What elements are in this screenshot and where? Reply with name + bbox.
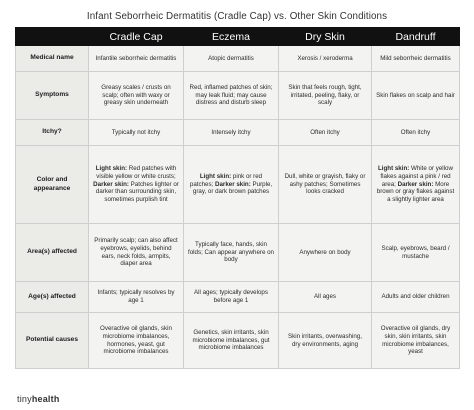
cell-label-darker-skin: Darker skin:	[215, 180, 251, 188]
row-label-ages-affected: Age(s) affected	[16, 282, 89, 313]
cell-text: Red patches with visible yellow or white crusts;	[96, 164, 177, 180]
column-header-eczema: Eczema	[184, 28, 279, 46]
table-cell	[184, 146, 279, 224]
table-row	[16, 282, 460, 313]
table-cell: Often itchy	[279, 120, 372, 146]
row-label-areas-affected: Area(s) affected	[16, 224, 89, 282]
table-row	[16, 313, 460, 369]
table-cell: Dull, white or grayish, flaky or ashy patches; Sometimes looks cracked	[279, 146, 372, 224]
table-cell: Overactive oil glands, dry skin, skin irritants, skin microbiome imbalances, yeast	[372, 313, 460, 369]
table-cell: Infantile seborrheic dermatitis	[89, 46, 184, 72]
table-row	[16, 72, 460, 120]
cell-label-light-skin: Light skin:	[378, 164, 410, 172]
table-cell: Skin that feels rough, tight, irritated, peeling, flaky, or scaly	[279, 72, 372, 120]
cell-text: pink or red patches;	[189, 172, 263, 188]
table-cell: Anywhere on body	[279, 224, 372, 282]
header-corner	[16, 28, 89, 46]
row-label-medical-name: Medical name	[16, 46, 89, 72]
row-label-color-and-appearance: Color and appearance	[16, 146, 89, 224]
table-cell: Red, inflamed patches of skin; may leak fluid; may cause distress and disturb sleep	[184, 72, 279, 120]
table-cell: Genetics, skin irritants, skin microbiome imbalances, gut microbiome imbalances	[184, 313, 279, 369]
cell-text: White or yellow flakes against a pink / red area;	[380, 164, 453, 188]
cell-text: More brown or gray flakes against a slightly lighter area	[376, 180, 455, 204]
table-row	[16, 120, 460, 146]
logo-text-prefix: tiny	[17, 394, 32, 404]
table-cell: Intensely itchy	[184, 120, 279, 146]
cell-text: Purple, gray, or dark brown patches	[192, 180, 273, 196]
comparison-table	[15, 27, 460, 369]
table-cell: Adults and older children	[372, 282, 460, 313]
column-header-dandruff: Dandruff	[372, 28, 460, 46]
cell-text: Patches lighter or darker than surrounding skin, sometimes purplish tint	[95, 180, 179, 204]
row-label-itchy: Itchy?	[16, 120, 89, 146]
column-header-dry-skin: Dry Skin	[279, 28, 372, 46]
table-cell: Primarily scalp; can also affect eyebrows, eyelids, behind ears, neck folds, armpits, diaper area	[89, 224, 184, 282]
table-cell: All ages; typically develops before age 1	[184, 282, 279, 313]
table-cell: Often itchy	[372, 120, 460, 146]
page-title: Infant Seborrheic Dermatitis (Cradle Cap) vs. Other Skin Conditions	[86, 11, 388, 22]
cell-label-darker-skin: Darker skin:	[93, 180, 129, 188]
table-cell: Atopic dermatitis	[184, 46, 279, 72]
table-row	[16, 146, 460, 224]
table-cell: Infants; typically resolves by age 1	[89, 282, 184, 313]
table-cell: Overactive oil glands, skin microbiome imbalances, hormones, yeast, gut microbiome imbalances	[89, 313, 184, 369]
logo-text-suffix: health	[31, 394, 60, 404]
table-row	[16, 46, 460, 72]
row-label-symptoms: Symptoms	[16, 72, 89, 120]
table-cell: Skin irritants, overwashing, dry environments, aging	[279, 313, 372, 369]
table-cell: Typically face, hands, skin folds; Can appear anywhere on body	[184, 224, 279, 282]
cell-label-light-skin: Light skin:	[199, 172, 232, 180]
table-header-row	[16, 28, 460, 46]
table-cell	[89, 146, 184, 224]
column-header-cradle-cap: Cradle Cap	[89, 28, 184, 46]
tinyhealth-logo	[17, 394, 60, 404]
table-cell: Mild seborrheic dermatitis	[372, 46, 460, 72]
table-cell: Scalp, eyebrows, beard / mustache	[372, 224, 460, 282]
table-cell: Xerosis / xeroderma	[279, 46, 372, 72]
table-cell	[372, 146, 460, 224]
table-cell: Greasy scales / crusts on scalp; often with waxy or greasy skin underneath	[89, 72, 184, 120]
table-cell: Typically not itchy	[89, 120, 184, 146]
row-label-potential-causes: Potential causes	[16, 313, 89, 369]
table-cell: All ages	[279, 282, 372, 313]
cell-label-darker-skin: Darker skin:	[397, 180, 434, 188]
cell-label-light-skin: Light skin:	[95, 164, 128, 172]
table-cell: Skin flakes on scalp and hair	[372, 72, 460, 120]
table-row	[16, 224, 460, 282]
